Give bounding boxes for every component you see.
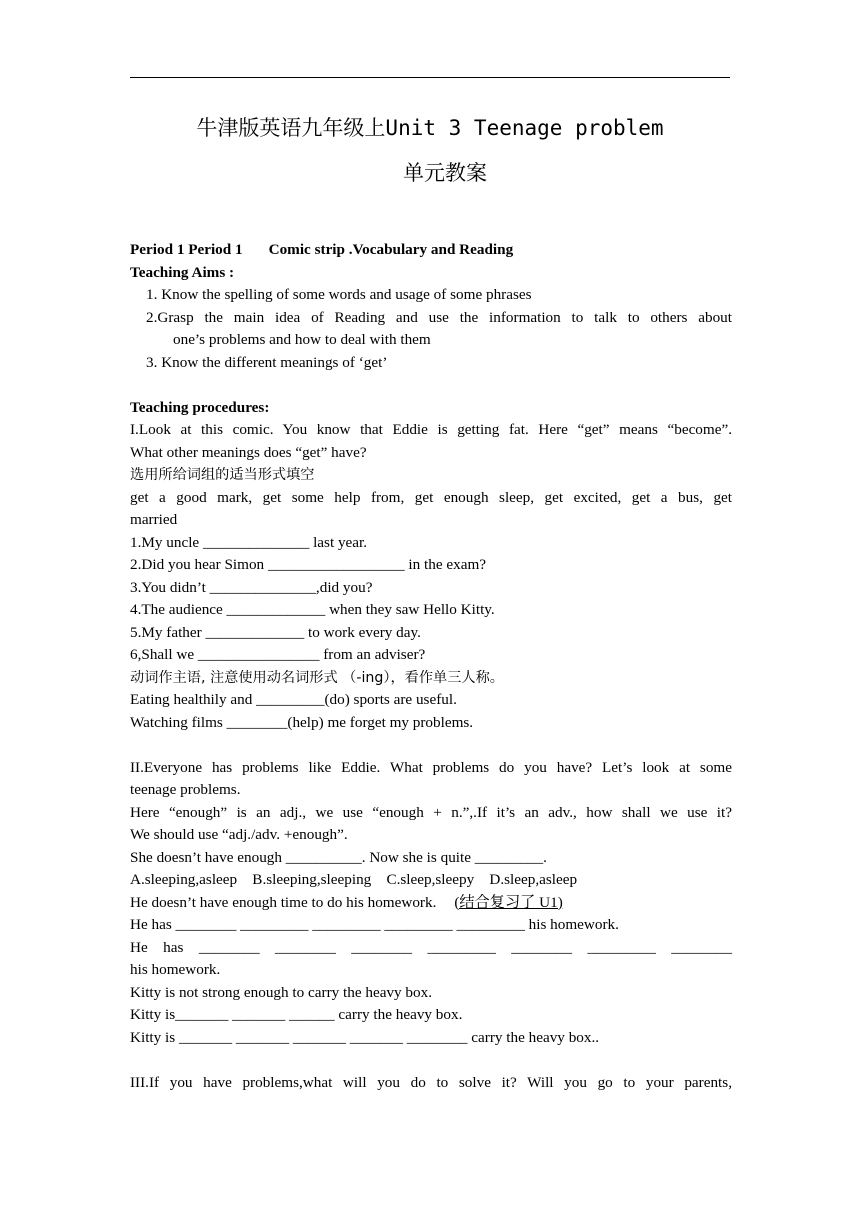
exercise-line: She doesn’t have enough __________. Now she is quite _________. <box>130 848 547 866</box>
exercise-line: He has ________ ________ ________ _________ ________ _________ ________ <box>130 938 732 956</box>
answer-options: A.sleeping,asleep B.sleeping,sleeping C.sleep,sleepy D.sleep,asleep <box>130 871 578 888</box>
procedure-line: teenage problems. <box>130 781 241 798</box>
exercise-line: 4.The audience _____________ when they saw Hello Kitty. <box>130 601 495 618</box>
document-subtitle: 单元教案 <box>403 161 487 185</box>
phrase-list: get a good mark, get some help from, get enough sleep, get excited, get a bus, get <box>130 488 732 506</box>
exercise-line: Kitty is _______ _______ _______ _______ ________ carry the heavy box.. <box>130 1028 600 1046</box>
example-sentence: He doesn’t have enough time to do his homework. <box>130 893 437 911</box>
grammar-note-chinese: 动词作主语, 注意使用动名词形式 （-ing），看作单三人称。 <box>130 669 504 686</box>
title-english: Unit 3 Teenage problem <box>385 116 664 140</box>
spacer <box>130 1049 732 1072</box>
procedure-line: What other meanings does “get” have? <box>130 443 367 461</box>
aim-item: 2.Grasp the main idea of Reading and use the information to talk to others about <box>146 308 732 326</box>
exercise-line: 6,Shall we ________________ from an adviser? <box>130 646 426 663</box>
title-chinese: 牛津版英语九年级上 <box>196 116 386 140</box>
procedure-line: I.Look at this comic. You know that Eddie is getting fat. Here “get” means “become”. <box>130 421 732 438</box>
procedure-line: III.If you have problems,what will you do to solve it? Will you go to your parents, <box>130 1073 732 1091</box>
aim-item: 1. Know the spelling of some words and usage of some phrases <box>146 286 532 303</box>
procedures-heading: Teaching procedures: <box>130 398 270 416</box>
header-rule <box>130 77 730 78</box>
aims-heading: Teaching Aims : <box>130 263 235 281</box>
exercise-line: 2.Did you hear Simon __________________ in the exam? <box>130 556 487 573</box>
procedure-line: Here “enough” is an adj., we use “enough + n.”,.If it’s an adv., how shall we use it? <box>130 803 732 821</box>
exercise-line: Kitty is not strong enough to carry the heavy box. <box>130 983 433 1001</box>
period-topic: Comic strip .Vocabulary and Reading <box>268 241 514 258</box>
procedure-line: We should use “adj./adv. +enough”. <box>130 826 348 843</box>
exercise-line: Watching films ________(help) me forget my problems. <box>130 713 474 731</box>
exercise-line: He has ________ _________ _________ _________ _________ his homework. <box>130 916 619 933</box>
phrase-list-continuation: married <box>130 511 178 528</box>
spacer <box>130 734 732 757</box>
exercise-line-continuation: his homework. <box>130 961 221 978</box>
period-heading <box>130 239 732 262</box>
exercise-line: 3.You didn’t ______________,did you? <box>130 578 373 596</box>
exercise-line: 1.My uncle ______________ last year. <box>130 533 368 551</box>
period-number: Period 1 Period 1 <box>130 241 243 258</box>
exercise-line: Eating healthily and _________(do) sports are useful. <box>130 691 457 708</box>
exercise-line: Kitty is_______ _______ ______ carry the heavy box. <box>130 1006 463 1023</box>
aim-item-continuation: one’s problems and how to deal with them <box>173 331 431 348</box>
instruction-chinese: 选用所给词组的适当形式填空 <box>130 467 315 483</box>
document-body <box>130 239 732 1094</box>
exercise-line <box>130 892 732 915</box>
document-title <box>0 112 860 142</box>
aim-item: 3. Know the different meanings of ‘get’ <box>146 353 388 371</box>
exercise-line: 5.My father _____________ to work every day. <box>130 623 421 641</box>
spacer <box>130 374 732 397</box>
review-note: (结合复习了 U1) <box>454 893 563 911</box>
procedure-line: II.Everyone has problems like Eddie. What problems do you have? Let’s look at some <box>130 758 732 776</box>
